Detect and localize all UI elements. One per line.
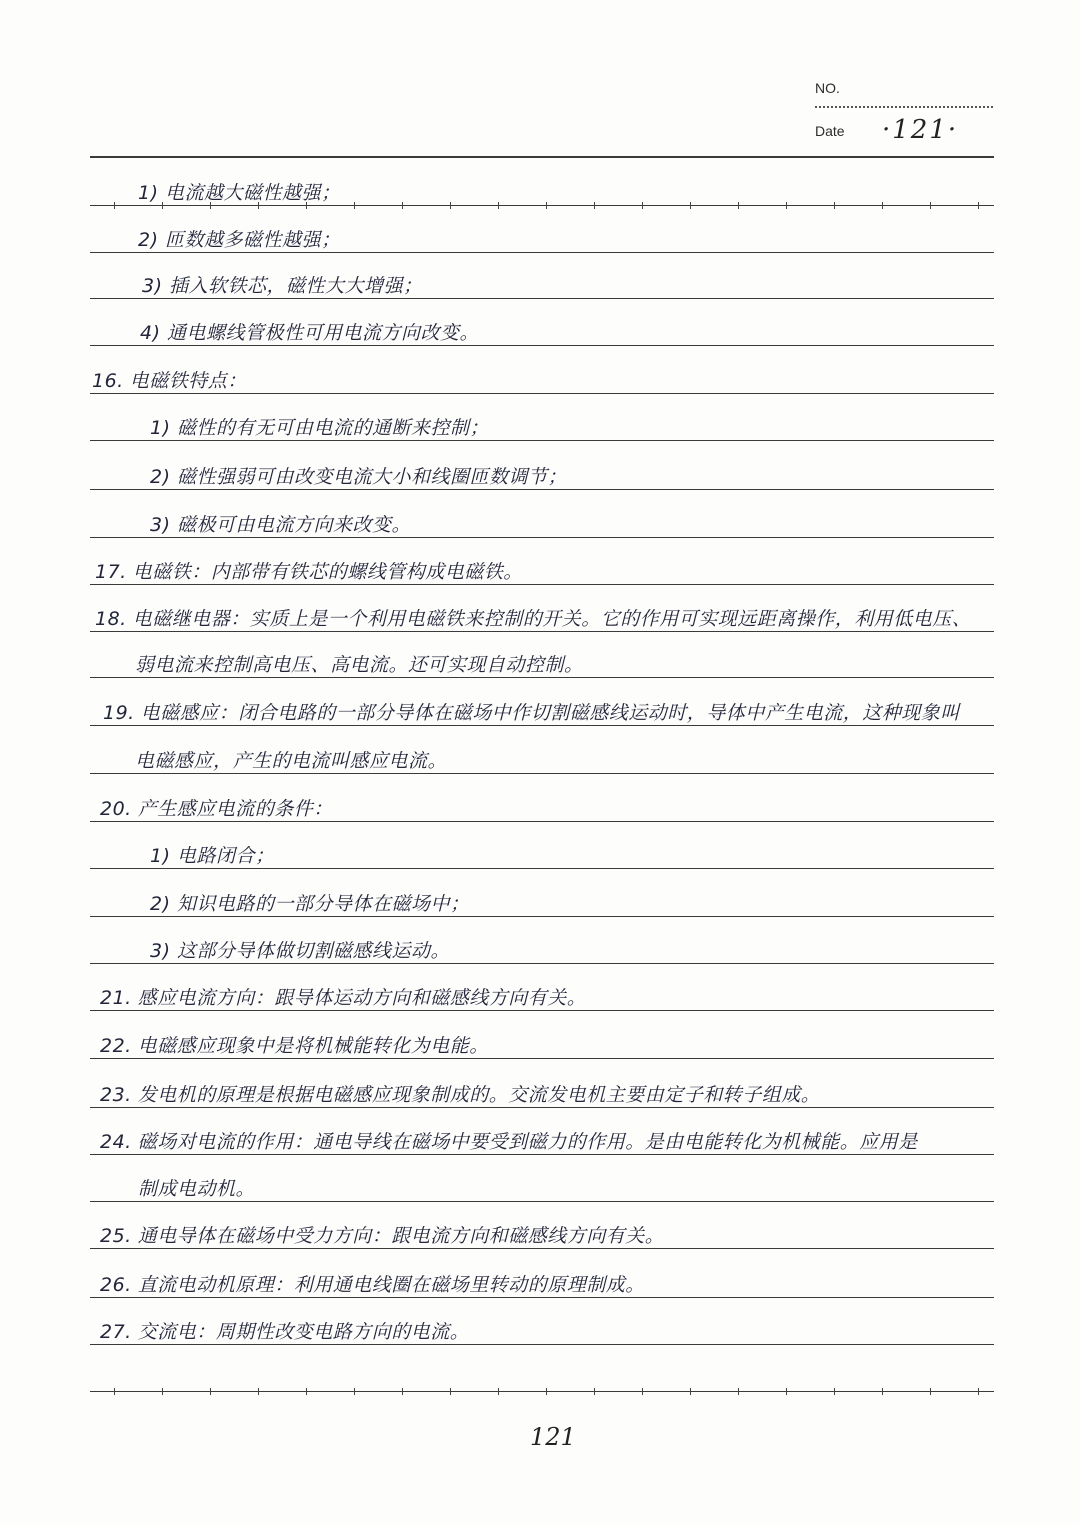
note-line bbox=[100, 794, 333, 821]
note-text: 电磁铁特点： bbox=[129, 370, 247, 392]
rule-tick bbox=[114, 1388, 115, 1395]
rule-tick bbox=[402, 1388, 403, 1395]
ruled-line bbox=[90, 821, 994, 822]
rule-tick bbox=[786, 202, 787, 209]
ruled-line bbox=[90, 1058, 994, 1059]
note-text: 电磁感应，产生的电流叫感应电流。 bbox=[135, 750, 448, 772]
ruled-line bbox=[90, 345, 994, 346]
note-line bbox=[138, 225, 341, 252]
note-text: 电磁感应：闭合电路的一部分导体在磁场中作切割磁感线运动时，导体中产生电流，这种现象叫 bbox=[140, 702, 960, 724]
ruled-line bbox=[90, 1201, 994, 1202]
item-number: 18. bbox=[95, 608, 127, 630]
rule-tick bbox=[402, 202, 403, 209]
ruled-line bbox=[90, 156, 994, 158]
note-line bbox=[135, 746, 447, 773]
note-text: 电磁继电器：实质上是一个利用电磁铁来控制的开关。它的作用可实现远距离操作，利用低电压、 bbox=[132, 608, 972, 630]
note-line bbox=[138, 1174, 255, 1201]
note-line bbox=[100, 983, 586, 1010]
rule-tick bbox=[978, 202, 979, 209]
rule-tick bbox=[546, 1388, 547, 1395]
ruled-line bbox=[90, 1107, 994, 1108]
note-text: 制成电动机。 bbox=[138, 1178, 256, 1200]
header-dotted-line bbox=[815, 106, 993, 108]
rule-tick bbox=[450, 202, 451, 209]
note-text: 2) 磁性强弱可由改变电流大小和线圈匝数调节； bbox=[150, 466, 568, 488]
note-text: 3) 插入软铁芯，磁性大大增强； bbox=[142, 275, 423, 297]
ruled-line bbox=[90, 868, 994, 869]
ruled-line bbox=[90, 1010, 994, 1011]
note-line bbox=[135, 650, 584, 677]
rule-tick bbox=[690, 202, 691, 209]
note-line bbox=[150, 413, 489, 440]
ruled-line bbox=[90, 1391, 994, 1392]
note-text: 2) 知识电路的一部分导体在磁场中； bbox=[150, 893, 470, 915]
note-line bbox=[95, 557, 523, 584]
rule-tick bbox=[258, 1388, 259, 1395]
note-text: 4) 通电螺线管极性可用电流方向改变。 bbox=[140, 322, 480, 344]
note-line bbox=[100, 1317, 469, 1344]
item-number: 25. bbox=[100, 1225, 132, 1247]
rule-tick bbox=[882, 1388, 883, 1395]
note-line bbox=[95, 604, 971, 631]
rule-tick bbox=[210, 1388, 211, 1395]
ruled-line bbox=[90, 205, 994, 206]
ruled-line bbox=[90, 1248, 994, 1249]
ruled-line bbox=[90, 393, 994, 394]
item-number: 19. bbox=[103, 702, 135, 724]
note-text: 2) 匝数越多磁性越强； bbox=[138, 229, 341, 251]
ruled-line bbox=[90, 489, 994, 490]
rule-tick bbox=[738, 202, 739, 209]
ruled-line bbox=[90, 963, 994, 964]
rule-tick bbox=[498, 1388, 499, 1395]
note-line bbox=[100, 1031, 489, 1058]
note-line bbox=[150, 889, 470, 916]
ruled-line bbox=[90, 298, 994, 299]
note-text: 感应电流方向：跟导体运动方向和磁感线方向有关。 bbox=[137, 987, 587, 1009]
note-line bbox=[138, 178, 341, 205]
note-text: 通电导体在磁场中受力方向：跟电流方向和磁感线方向有关。 bbox=[137, 1225, 665, 1247]
rule-tick bbox=[354, 1388, 355, 1395]
note-text: 3) 磁极可由电流方向来改变。 bbox=[150, 514, 412, 536]
rule-tick bbox=[306, 1388, 307, 1395]
header-date-label: Date bbox=[815, 123, 845, 139]
rule-tick bbox=[594, 202, 595, 209]
rule-tick bbox=[738, 1388, 739, 1395]
ruled-line bbox=[90, 1154, 994, 1155]
note-text: 1) 磁性的有无可由电流的通断来控制； bbox=[150, 417, 490, 439]
note-text: 磁场对电流的作用：通电导线在磁场中要受到磁力的作用。是由电能转化为机械能。应用是 bbox=[137, 1131, 918, 1153]
rule-tick bbox=[114, 202, 115, 209]
note-line bbox=[142, 271, 423, 298]
note-text: 弱电流来控制高电压、高电流。还可实现自动控制。 bbox=[135, 654, 584, 676]
note-text: 交流电：周期性改变电路方向的电流。 bbox=[137, 1321, 470, 1343]
rule-tick bbox=[450, 1388, 451, 1395]
ruled-line bbox=[90, 631, 994, 632]
note-text: 电磁铁：内部带有铁芯的螺线管构成电磁铁。 bbox=[132, 561, 523, 583]
rule-tick bbox=[690, 1388, 691, 1395]
rule-tick bbox=[930, 1388, 931, 1395]
ruled-line bbox=[90, 677, 994, 678]
item-number: 26. bbox=[100, 1274, 132, 1296]
note-text: 直流电动机原理：利用通电线圈在磁场里转动的原理制成。 bbox=[137, 1274, 645, 1296]
rule-tick bbox=[546, 202, 547, 209]
ruled-line bbox=[90, 773, 994, 774]
rule-tick bbox=[882, 202, 883, 209]
rule-tick bbox=[594, 1388, 595, 1395]
ruled-line bbox=[90, 584, 994, 585]
ruled-line bbox=[90, 725, 994, 726]
note-line bbox=[150, 841, 275, 868]
note-line bbox=[100, 1221, 664, 1248]
header-date-value: ·121· bbox=[882, 115, 959, 145]
rule-tick bbox=[498, 202, 499, 209]
item-number: 16. bbox=[92, 370, 124, 392]
header-no-label: NO. bbox=[815, 80, 840, 96]
note-text: 发电机的原理是根据电磁感应现象制成的。交流发电机主要由定子和转子组成。 bbox=[137, 1084, 821, 1106]
note-line bbox=[100, 1127, 918, 1154]
ruled-line bbox=[90, 1297, 994, 1298]
rule-tick bbox=[354, 202, 355, 209]
note-text: 3) 这部分导体做切割磁感线运动。 bbox=[150, 940, 451, 962]
rule-tick bbox=[978, 1388, 979, 1395]
rule-tick bbox=[786, 1388, 787, 1395]
note-text: 1) 电流越大磁性越强； bbox=[138, 182, 341, 204]
ruled-line bbox=[90, 252, 994, 253]
page-number: 121 bbox=[530, 1423, 576, 1451]
note-line bbox=[100, 1270, 645, 1297]
note-text: 电磁感应现象中是将机械能转化为电能。 bbox=[137, 1035, 489, 1057]
ruled-line bbox=[90, 916, 994, 917]
note-line bbox=[150, 936, 450, 963]
rule-tick bbox=[930, 202, 931, 209]
item-number: 23. bbox=[100, 1084, 132, 1106]
item-number: 21. bbox=[100, 987, 132, 1009]
item-number: 22. bbox=[100, 1035, 132, 1057]
note-line bbox=[92, 366, 247, 393]
note-text: 产生感应电流的条件： bbox=[137, 798, 333, 820]
rule-tick bbox=[834, 202, 835, 209]
item-number: 17. bbox=[95, 561, 127, 583]
note-line bbox=[100, 1080, 820, 1107]
rule-tick bbox=[162, 1388, 163, 1395]
ruled-line bbox=[90, 440, 994, 441]
rule-tick bbox=[642, 1388, 643, 1395]
item-number: 27. bbox=[100, 1321, 132, 1343]
rule-tick bbox=[642, 202, 643, 209]
note-line bbox=[150, 462, 567, 489]
item-number: 20. bbox=[100, 798, 132, 820]
note-text: 1) 电路闭合； bbox=[150, 845, 275, 867]
note-line bbox=[103, 698, 960, 725]
note-line bbox=[140, 318, 479, 345]
item-number: 24. bbox=[100, 1131, 132, 1153]
ruled-line bbox=[90, 537, 994, 538]
ruled-line bbox=[90, 1344, 994, 1345]
note-line bbox=[150, 510, 411, 537]
rule-tick bbox=[834, 1388, 835, 1395]
